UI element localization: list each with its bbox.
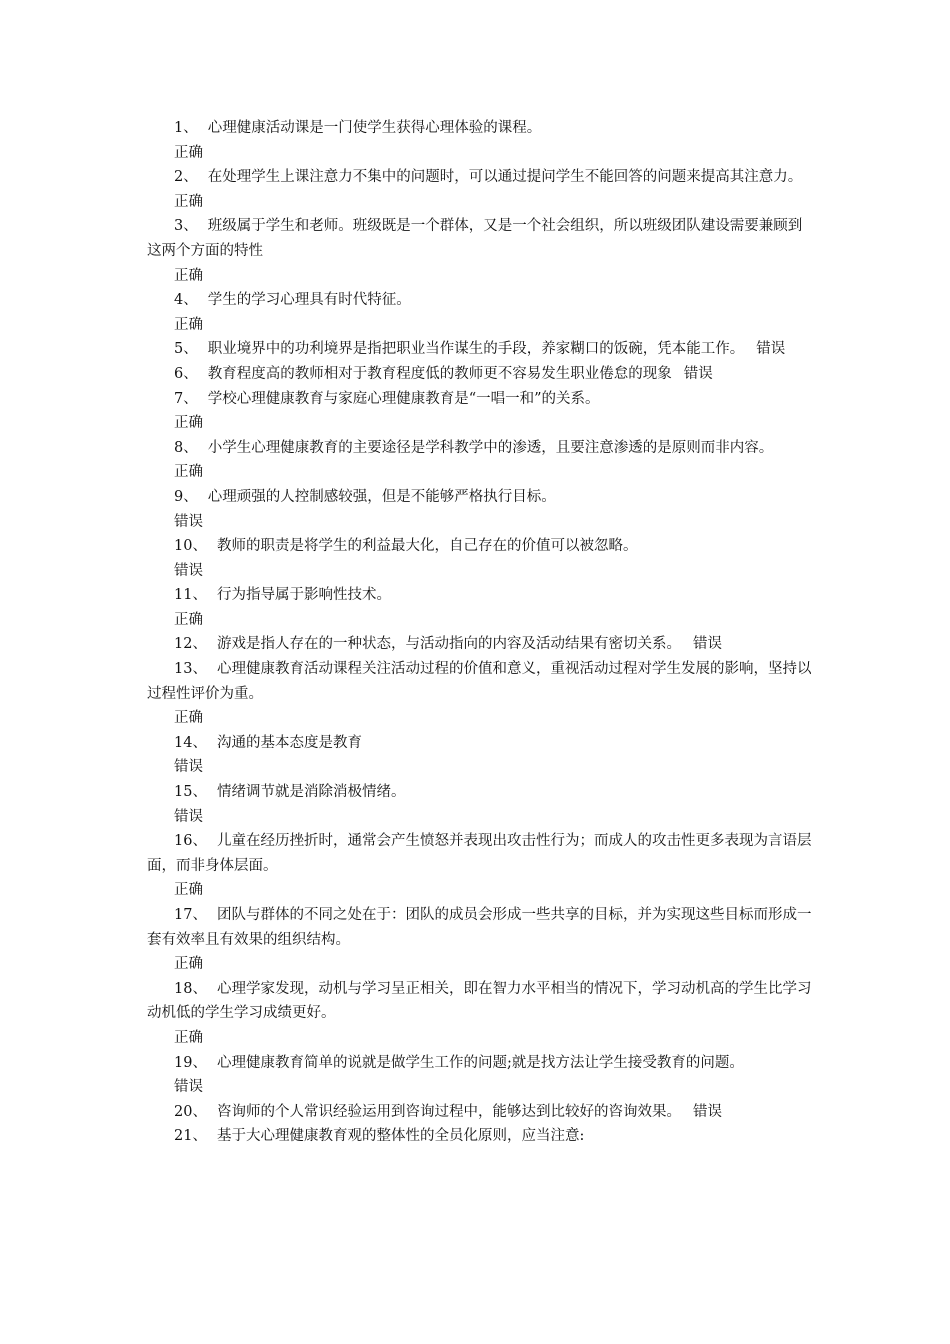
answer-label: 正确 bbox=[174, 415, 203, 432]
question-item bbox=[147, 362, 812, 387]
question-number: 1、 bbox=[174, 120, 198, 136]
question-item bbox=[147, 436, 812, 461]
answer-label: 错误 bbox=[683, 365, 713, 382]
question-number: 7、 bbox=[174, 390, 198, 407]
answer-label: 正确 bbox=[174, 464, 203, 481]
answer-label: 错误 bbox=[692, 636, 722, 653]
question-item bbox=[147, 1124, 812, 1149]
question-number: 19、 bbox=[174, 1054, 207, 1071]
question-item bbox=[147, 731, 812, 756]
answer-label: 错误 bbox=[692, 1103, 722, 1120]
answer-label: 正确 bbox=[174, 956, 203, 973]
question-text: 咨询师的个人常识经验运用到咨询过程中，能够达到比较好的咨询效果。 bbox=[216, 1103, 681, 1120]
answer-label: 错误 bbox=[756, 341, 786, 358]
question-number: 8、 bbox=[174, 439, 198, 456]
question-item bbox=[147, 977, 812, 1026]
answer-label: 正确 bbox=[174, 193, 203, 210]
question-text: 心理学家发现，动机与学习呈正相关，即在智力水平相当的情况下，学习动机高的学生比学习动机低的学生学习成绩更好。 bbox=[147, 980, 812, 1022]
question-number: 4、 bbox=[174, 292, 198, 309]
question-text: 小学生心理健康教育的主要途径是学科教学中的渗透，且要注意渗透的是原则而非内容。 bbox=[207, 439, 774, 456]
question-text: 儿童在经历挫折时，通常会产生愤怒并表现出攻击性行为；而成人的攻击性更多表现为言语层面，而非身体层面。 bbox=[147, 833, 812, 874]
answer-label: 错误 bbox=[174, 1079, 203, 1096]
question-text: 基于大心理健康教育观的整体性的全员化原则，应当注意: bbox=[216, 1128, 585, 1145]
question-item bbox=[147, 337, 812, 362]
question-text: 心理健康活动课是一门使学生获得心理体验的课程。 bbox=[207, 120, 542, 136]
answer-label: 正确 bbox=[174, 144, 203, 161]
question-item bbox=[147, 534, 812, 559]
question-text: 教师的职责是将学生的利益最大化，自己存在的价值可以被忽略。 bbox=[216, 538, 638, 555]
question-item bbox=[147, 116, 812, 141]
question-item bbox=[147, 780, 812, 805]
question-text: 沟通的基本态度是教育 bbox=[216, 734, 362, 751]
answer-label: 正确 bbox=[174, 710, 203, 727]
answer-label: 正确 bbox=[174, 267, 203, 284]
question-text: 学生的学习心理具有时代特征。 bbox=[207, 292, 411, 309]
question-number: 3、 bbox=[174, 218, 198, 235]
question-item bbox=[147, 583, 812, 608]
question-number: 10、 bbox=[174, 538, 207, 555]
question-text: 教育程度高的教师相对于教育程度低的教师更不容易发生职业倦怠的现象 bbox=[207, 365, 672, 382]
question-number: 16、 bbox=[174, 833, 207, 850]
question-item bbox=[147, 288, 812, 313]
question-item bbox=[147, 1100, 812, 1125]
question-number: 17、 bbox=[174, 907, 207, 923]
question-text: 心理健康教育简单的说就是做学生工作的问题;就是找方法让学生接受教育的问题。 bbox=[216, 1054, 744, 1071]
answer-label: 错误 bbox=[174, 759, 203, 776]
question-number: 20、 bbox=[174, 1103, 207, 1120]
question-number: 12、 bbox=[174, 636, 207, 653]
question-text: 行为指导属于影响性技术。 bbox=[216, 587, 391, 604]
answer-label: 正确 bbox=[174, 882, 203, 899]
answer-label: 正确 bbox=[174, 611, 203, 628]
question-text: 班级属于学生和老师。班级既是一个群体，又是一个社会组织，所以班级团队建设需要兼顾到这两个方面的特性 bbox=[147, 218, 803, 259]
question-text: 游戏是指人存在的一种状态，与活动指向的内容及活动结果有密切关系。 bbox=[216, 636, 681, 653]
answer-label: 正确 bbox=[174, 316, 203, 333]
question-item bbox=[147, 485, 812, 510]
question-item bbox=[147, 387, 812, 412]
question-number: 6、 bbox=[174, 365, 198, 382]
question-item bbox=[147, 165, 812, 190]
question-number: 21、 bbox=[174, 1128, 207, 1145]
question-text: 心理健康教育活动课程关注活动过程的价值和意义，重视活动过程对学生发展的影响，坚持以过程性评价为重。 bbox=[147, 661, 812, 702]
question-item bbox=[147, 903, 812, 952]
question-text: 情绪调节就是消除消极情绪。 bbox=[216, 784, 406, 801]
question-item bbox=[147, 214, 812, 263]
question-number: 13、 bbox=[174, 661, 207, 678]
answer-label: 错误 bbox=[174, 808, 203, 825]
answer-label: 正确 bbox=[174, 1029, 203, 1046]
answer-label: 错误 bbox=[174, 513, 203, 530]
question-item bbox=[147, 1051, 812, 1076]
answer-label: 错误 bbox=[174, 562, 203, 579]
question-text: 职业境界中的功利境界是指把职业当作谋生的手段，养家糊口的饭碗，凭本能工作。 bbox=[207, 341, 745, 358]
question-item bbox=[147, 632, 812, 657]
question-number: 5、 bbox=[174, 341, 198, 358]
question-text: 在处理学生上课注意力不集中的问题时，可以通过提问学生不能回答的问题来提高其注意力。 bbox=[207, 169, 803, 186]
question-text: 学校心理健康教育与家庭心理健康教育是“一唱一和”的关系。 bbox=[207, 390, 600, 407]
question-item bbox=[147, 657, 812, 706]
question-text: 团队与群体的不同之处在于：团队的成员会形成一些共享的目标，并为实现这些目标而形成一套有效率且有效果的组织结构。 bbox=[147, 907, 812, 948]
document-page bbox=[147, 116, 812, 1149]
question-number: 2、 bbox=[174, 169, 198, 186]
question-number: 14、 bbox=[174, 734, 207, 751]
question-number: 18、 bbox=[174, 980, 207, 997]
question-number: 9、 bbox=[174, 488, 198, 505]
question-item bbox=[147, 829, 812, 878]
question-number: 15、 bbox=[174, 784, 207, 801]
question-number: 11、 bbox=[174, 587, 207, 604]
question-text: 心理顽强的人控制感较强，但是不能够严格执行目标。 bbox=[207, 488, 556, 505]
